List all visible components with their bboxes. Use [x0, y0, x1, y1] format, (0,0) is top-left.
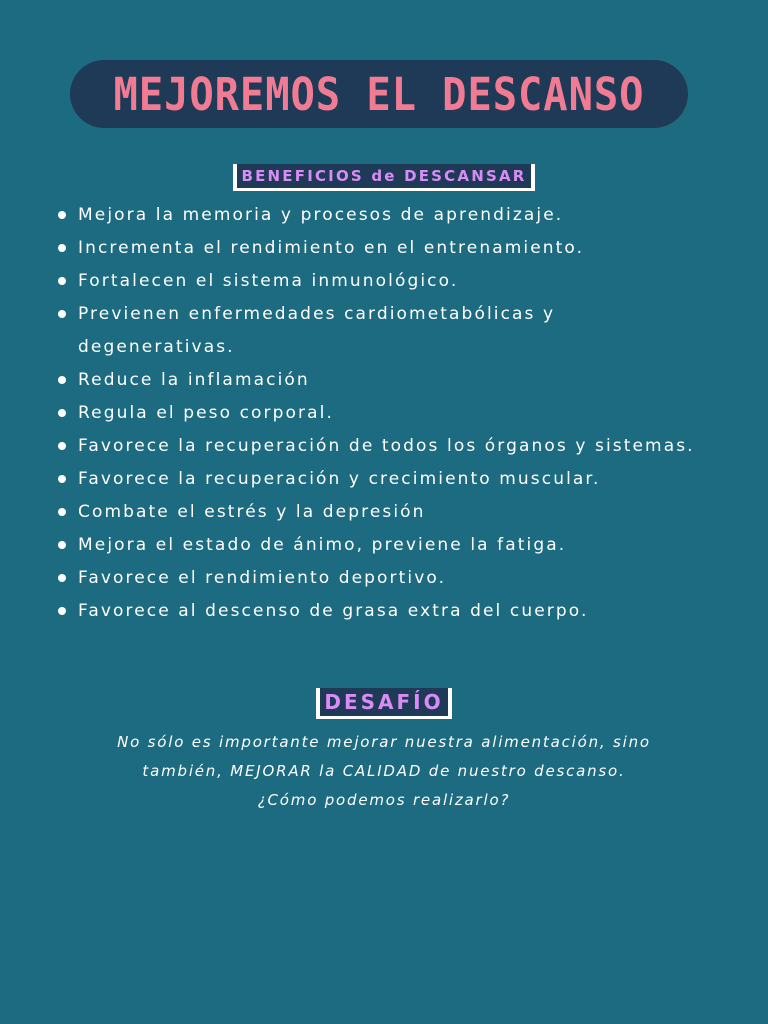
- bullet-icon: [58, 541, 66, 549]
- bullet-icon: [58, 409, 66, 417]
- benefits-heading: BENEFICIOS de DESCANSAR: [237, 164, 530, 188]
- list-item: Incrementa el rendimiento en el entrenamiento.: [56, 232, 756, 265]
- list-item: Favorece al descenso de grasa extra del cuerpo.: [56, 595, 756, 628]
- bullet-icon: [58, 607, 66, 615]
- bullet-icon: [58, 244, 66, 252]
- challenge-line: No sólo es importante mejorar nuestra alimentación, sino: [117, 733, 651, 751]
- list-item: Favorece el rendimiento deportivo.: [56, 562, 756, 595]
- list-item: Favorece la recuperación y crecimiento muscular.: [56, 463, 756, 496]
- bullet-icon: [58, 508, 66, 516]
- list-item: Mejora el estado de ánimo, previene la fatiga.: [56, 529, 756, 562]
- list-item: Previenen enfermedades cardiometabólicas y: [56, 298, 756, 331]
- bullet-icon: [58, 277, 66, 285]
- page-title: MEJOREMOS EL DESCANSO: [113, 67, 645, 121]
- list-item: Favorece la recuperación de todos los órganos y sistemas.: [56, 430, 756, 463]
- title-banner: [70, 60, 688, 128]
- challenge-line: ¿Cómo podemos realizarlo?: [257, 791, 511, 809]
- bullet-icon: [58, 376, 66, 384]
- bullet-icon: [58, 211, 66, 219]
- challenge-heading-container: [0, 688, 768, 719]
- bullet-icon: [58, 574, 66, 582]
- list-item: Reduce la inflamación: [56, 364, 756, 397]
- challenge-heading-underline: [316, 688, 451, 719]
- bullet-icon: [58, 310, 66, 318]
- list-item: Regula el peso corporal.: [56, 397, 756, 430]
- benefits-heading-underline: [233, 164, 534, 191]
- benefits-list: [56, 199, 756, 628]
- list-item: Combate el estrés y la depresión: [56, 496, 756, 529]
- challenge-line: también, MEJORAR la CALIDAD de nuestro descanso.: [142, 762, 626, 780]
- benefits-heading-container: [0, 164, 768, 191]
- challenge-text: [0, 728, 768, 815]
- bullet-icon: [58, 442, 66, 450]
- challenge-heading: DESAFÍO: [320, 688, 447, 716]
- list-item-continuation: degenerativas.: [78, 337, 235, 357]
- list-item: Fortalecen el sistema inmunológico.: [56, 265, 756, 298]
- bullet-icon: [58, 475, 66, 483]
- list-item: Mejora la memoria y procesos de aprendizaje.: [56, 199, 756, 232]
